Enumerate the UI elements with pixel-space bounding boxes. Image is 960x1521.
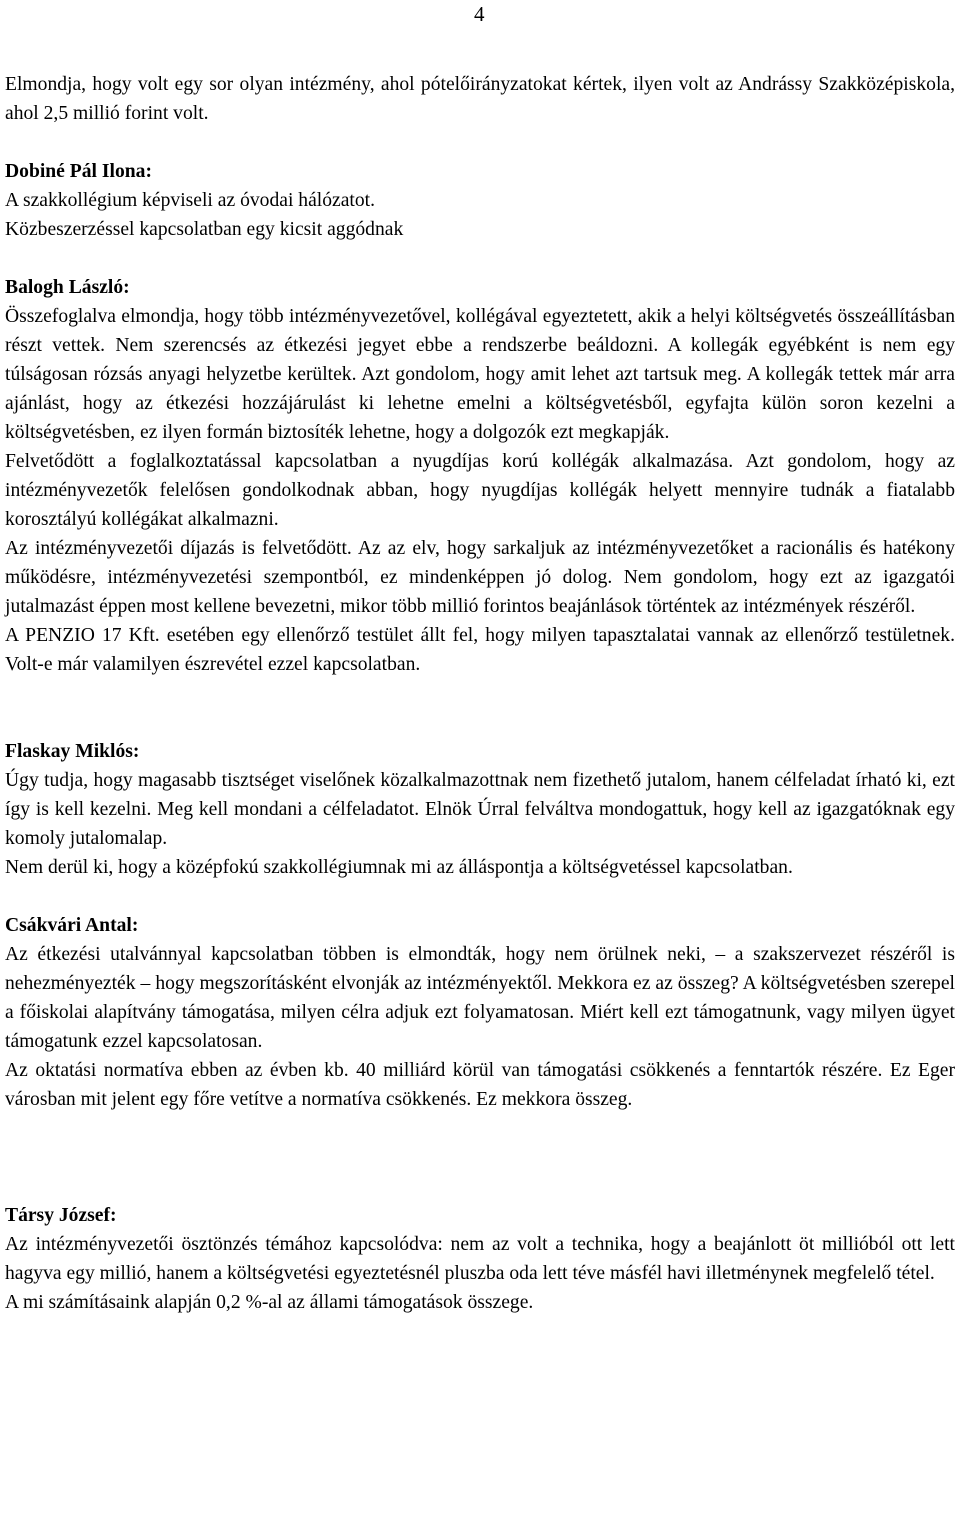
spacer (5, 1114, 955, 1201)
dobine-paragraph: A szakkollégium képviseli az óvodai hálózatot. (5, 190, 376, 211)
spacer (5, 244, 955, 273)
csakvari-paragraph: Az oktatási normatíva ebben az évben kb. 40 milliárd körül van támogatási csökkenés a fenntartók részére. Ez Eger városban mit jelent egy főre vetítve a normatíva csökkenés. Ez mekkora összeg. (5, 1060, 955, 1110)
balogh-paragraph: Az intézményvezetői díjazás is felvetődött. Az az elv, hogy sarkaljuk az intézményvezetőket a racionális és hatékony működésre, intézményvezetési szempontból, ez mindenképpen jó dolog. Nem gondolom, hogy ezt az igazgatói jutalmazást éppen most kellene bevezetni, mikor több millió forintos beajánlások történtek az intézmények részéről. (5, 538, 955, 617)
balogh-paragraph: Összefoglalva elmondja, hogy több intézményvezetővel, kollégával egyeztetett, akik a helyi költségvetés összeállításban részt vettek. Nem szerencsés az étkezési jegyet ebbe a rendszerbe beáldozni. A kollegák egyébként is nem egy túlságosan rózsás anyagi helyzetbe kerültek. Azt gondolom, hogy amit lehet azt tartsuk meg. A kollegák tettek már arra ajánlást, hogy az étkezési hozzájárulást ki lehetne emelni a költségvetésből, egyfajta külön soron kezelni a költségvetésben, ez ilyen formán biztosíték lehetne, hogy a dolgozók ezt megkapják. (5, 306, 955, 443)
speaker-heading-flaskay: Flaskay Miklós: (5, 741, 140, 762)
speaker-heading-tarsy: Társy József: (5, 1205, 117, 1226)
tarsy-paragraph: A mi számításaink alapján 0,2 %-al az állami támogatások összege. (5, 1292, 534, 1313)
speaker-heading-csakvari: Csákvári Antal: (5, 915, 139, 936)
balogh-paragraph: Felvetődött a foglalkoztatással kapcsolatban a nyugdíjas korú kollégák alkalmazása. Azt gondolom, hogy az intézményvezetők felelősen gondolkodnak abban, hogy nyugdíjas kollégák helyett mennyire tudnák a fiatalabb korosztályú kollégákat alkalmazni. (5, 451, 955, 530)
spacer (5, 128, 955, 157)
balogh-paragraph: A PENZIO 17 Kft. esetében egy ellenőrző testület állt fel, hogy milyen tapasztalatai vannak az ellenőrző testületnek. Volt-e már valamilyen észrevétel ezzel kapcsolatban. (5, 625, 955, 675)
dobine-paragraph: Közbeszerzéssel kapcsolatban egy kicsit aggódnak (5, 219, 404, 240)
flaskay-paragraph: Úgy tudja, hogy magasabb tisztséget viselőnek közalkalmazottnak nem fizethető jutalom, hanem célfeladat írható ki, ezt így is kell kezelni. Meg kell mondani a célfeladatot. Elnök Úrral felváltva mondogattuk, hogy kell az igazgatóknak egy komoly jutalomalap. (5, 770, 955, 849)
speaker-heading-balogh: Balogh László: (5, 277, 130, 298)
page-number: 4 (474, 2, 485, 26)
flaskay-paragraph: Nem derül ki, hogy a középfokú szakkollégiumnak mi az álláspontja a költségvetéssel kapcsolatban. (5, 857, 793, 878)
intro-paragraph: Elmondja, hogy volt egy sor olyan intézmény, ahol pótelőirányzatokat kértek, ilyen volt az Andrássy Szakközépiskola, ahol 2,5 millió forint volt. (5, 74, 955, 124)
spacer (5, 679, 955, 737)
document-body (5, 70, 955, 1317)
tarsy-paragraph: Az intézményvezetői ösztönzés témához kapcsolódva: nem az volt a technika, hogy a beajánlott öt millióból ott lett hagyva egy millió, hanem a költségvetési egyeztetésnél pluszba oda lett téve másfél havi illetménynek megfelelő tétel. (5, 1234, 955, 1284)
spacer (5, 882, 955, 911)
speaker-heading-dobine: Dobiné Pál Ilona: (5, 161, 152, 182)
csakvari-paragraph: Az étkezési utalvánnyal kapcsolatban többen is elmondták, hogy nem örülnek neki, – a szakszervezet részéről is nehezményezték – hogy megszorításként elvonják az intézményektől. Mekkora ez az összeg? A költségvetésben szerepel a főiskolai alapítvány támogatása, milyen célra adjuk ezt folyamatosan. Miért kell ezt támogatnunk, vagy milyen ügyet támogatunk ezzel kapcsolatosan. (5, 944, 955, 1052)
